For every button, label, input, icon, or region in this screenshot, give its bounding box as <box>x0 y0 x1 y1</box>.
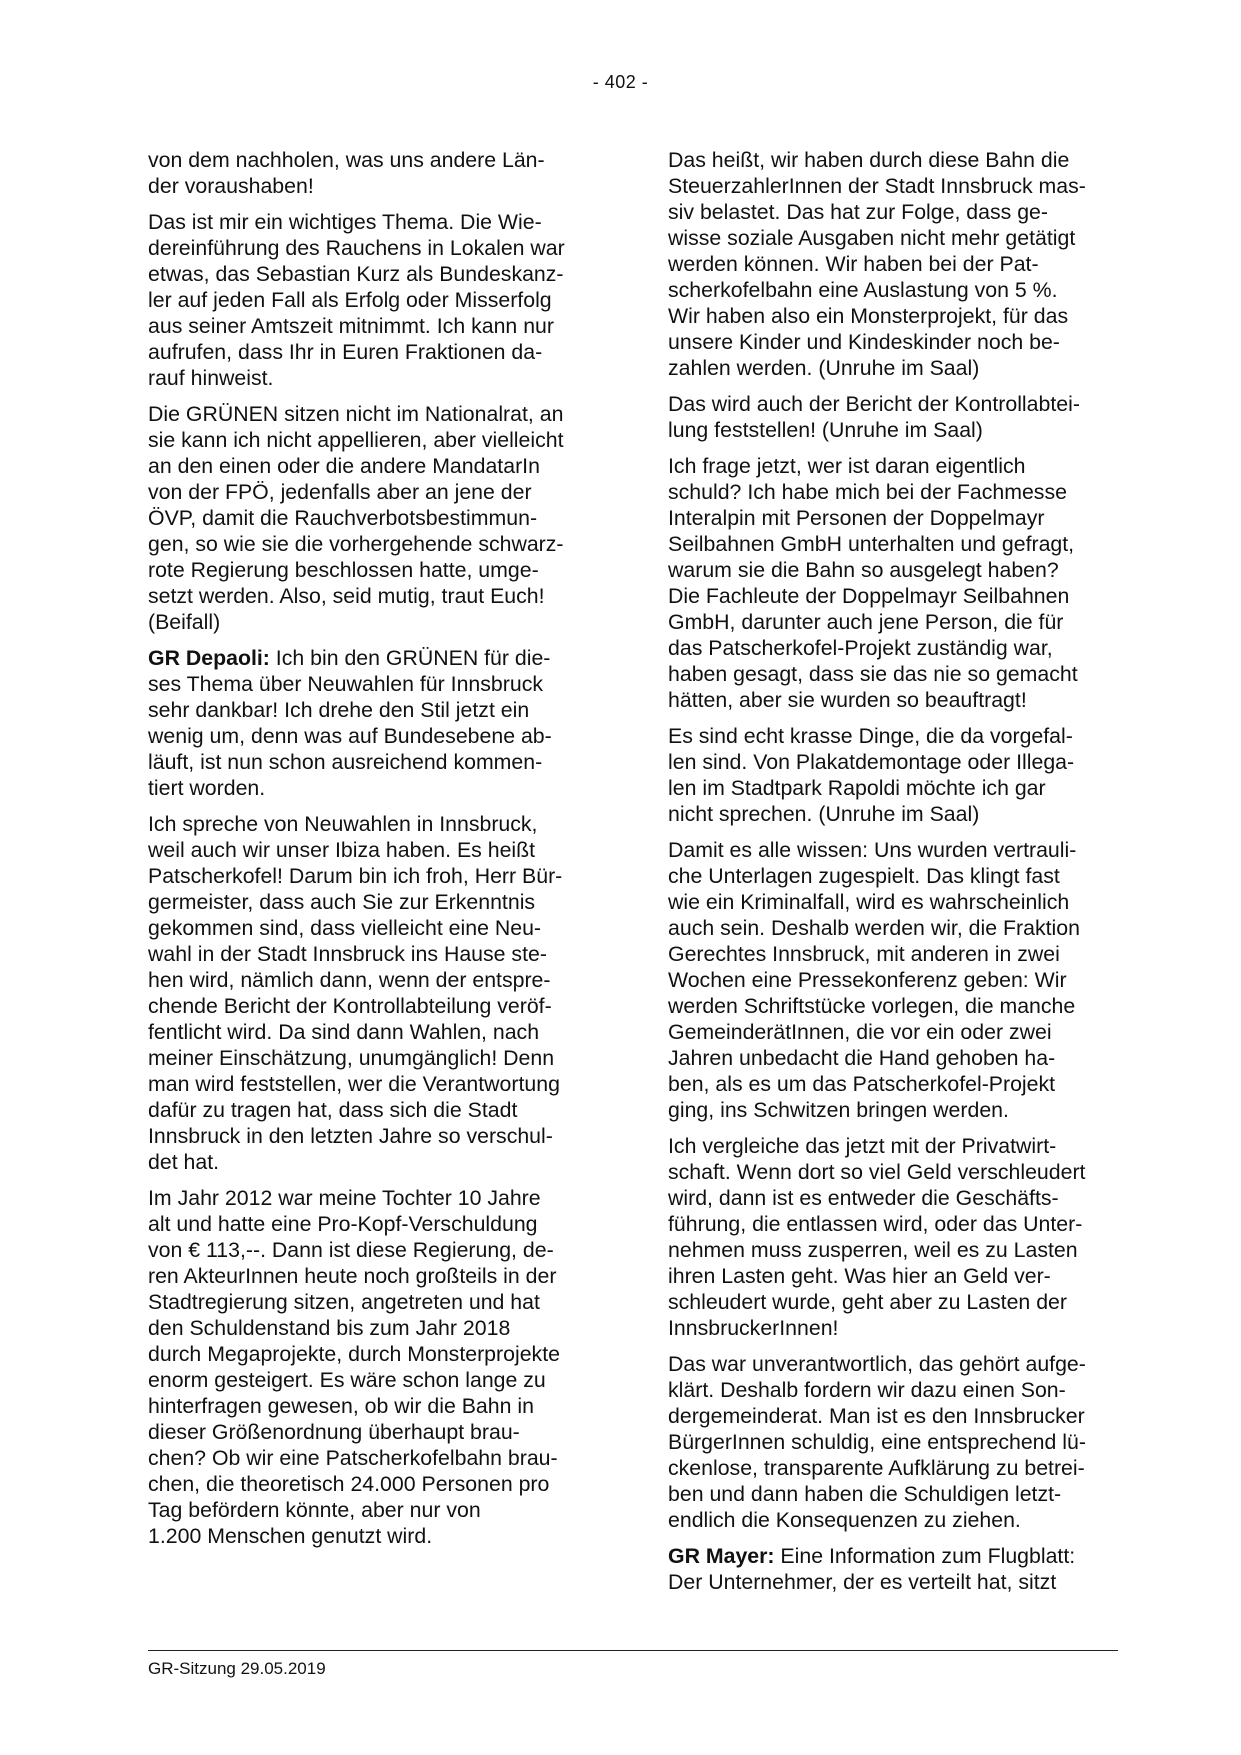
footer-divider <box>148 1650 1118 1651</box>
right-column <box>668 147 1116 1605</box>
paragraph: Das heißt, wir haben durch diese Bahn die SteuerzahlerInnen der Stadt Innsbruck mas- siv belastet. Das hat zur Folge, dass ge- wisse soziale Ausgaben nicht mehr getätigt werden können. Wir haben bei der Pat- scherkofelbahn eine Auslastung von 5 %. Wir haben also ein Monsterprojekt, für das unsere Kinder und Kindeskinder noch be- zahlen werden. (Unruhe im Saal) <box>668 148 1086 380</box>
paragraph-text: Ich bin den GRÜNEN für die- ses Thema über Neuwahlen für Innsbruck sehr dankbar! Ich drehe den Stil jetzt ein wenig um, denn was auf Bundesebene ab- läuft, ist nun schon ausreichend kommen- tiert worden. <box>148 646 552 800</box>
paragraph <box>148 645 596 801</box>
paragraph: Im Jahr 2012 war meine Tochter 10 Jahre alt und hatte eine Pro-Kopf-Verschuldung von € 113,--. Dann ist diese Regierung, de- ren AkteurInnen heute noch großteils in der Stadtregierung sitzen, angetreten und hat den Schuldenstand bis zum Jahr 2018 durch Megaprojekte, durch Monsterprojekte enorm gesteigert. Es wäre schon lange zu hinterfragen gewesen, ob wir die Bahn in dieser Größenordnung überhaupt brau- chen? Ob wir eine Patscherkofelbahn brau- chen, die theoretisch 24.000 Personen pro Tag befördern könnte, aber nur von 1.200 Menschen genutzt wird. <box>148 1186 560 1548</box>
left-column <box>148 147 596 1559</box>
paragraph: Die GRÜNEN sitzen nicht im Nationalrat, an sie kann ich nicht appellieren, aber vielleicht an den einen oder die andere MandatarIn von der FPÖ, jedenfalls aber an jene der ÖVP, damit die Rauchverbotsbestimmun- gen, so wie sie die vorhergehende schwarz- rote Regierung beschlossen hatte, umge- setzt werden. Also, seid mutig, traut Euch! (Beifall) <box>148 402 564 634</box>
paragraph: Ich frage jetzt, wer ist daran eigentlich schuld? Ich habe mich bei der Fachmesse Interalpin mit Personen der Doppelmayr Seilbahnen GmbH unterhalten und gefragt, warum sie die Bahn so ausgelegt haben? Die Fachleute der Doppelmayr Seilbahnen GmbH, darunter auch jene Person, die für das Patscherkofel-Projekt zuständig war, haben gesagt, dass sie das nie so gemacht hätten, aber sie wurden so beauftragt! <box>668 454 1078 712</box>
paragraph: Ich vergleiche das jetzt mit der Privatwirt- schaft. Wenn dort so viel Geld verschleudert wird, dann ist es entweder die Geschäfts- führung, die entlassen wird, oder das Unter- nehmen muss zusperren, weil es zu Lasten ihren Lasten geht. Was hier an Geld ver- schleudert wurde, geht aber zu Lasten der InnsbruckerInnen! <box>668 1134 1086 1340</box>
paragraph: Ich spreche von Neuwahlen in Innsbruck, weil auch wir unser Ibiza haben. Es heißt Patscherkofel! Darum bin ich froh, Herr Bür- germeister, dass auch Sie zur Erkenntnis gekommen sind, dass vielleicht eine Neu- wahl in der Stadt Innsbruck ins Hause ste- hen wird, nämlich dann, wenn der entspre- chende Bericht der Kontrollabteilung veröf- fentlicht wird. Da sind dann Wahlen, nach meiner Einschätzung, unumgänglich! Denn man wird feststellen, wer die Verantwortung dafür zu tragen hat, dass sich die Stadt Innsbruck in den letzten Jahre so verschul- det hat. <box>148 812 563 1174</box>
paragraph: Es sind echt krasse Dinge, die da vorgefal- len sind. Von Plakatdemontage oder Illega- len im Stadtpark Rapoldi möchte ich gar nicht sprechen. (Unruhe im Saal) <box>668 724 1075 826</box>
footer-session-date: GR-Sitzung 29.05.2019 <box>148 1659 326 1678</box>
paragraph: von dem nachholen, was uns andere Län- der voraushaben! <box>148 148 545 198</box>
speaker-name: GR Mayer: <box>668 1544 775 1568</box>
paragraph: Das ist mir ein wichtiges Thema. Die Wie- dereinführung des Rauchens in Lokalen war etwas, das Sebastian Kurz als Bundeskanz- ler auf jeden Fall als Erfolg oder Misserfolg aus seiner Amtszeit mitnimmt. Ich kann nur aufrufen, dass Ihr in Euren Fraktionen da- rauf hinweist. <box>148 210 565 390</box>
paragraph: Damit es alle wissen: Uns wurden vertrauli- che Unterlagen zugespielt. Das klingt fast wie ein Kriminalfall, wird es wahrscheinlich auch sein. Deshalb werden wir, die Fraktion Gerechtes Innsbruck, mit anderen in zwei Wochen eine Pressekonferenz geben: Wir werden Schriftstücke vorlegen, die manche GemeinderätInnen, die vor ein oder zwei Jahren unbedacht die Hand gehoben ha- ben, als es um das Patscherkofel-Projekt ging, ins Schwitzen bringen werden. <box>668 838 1080 1122</box>
paragraph-text: Eine Information zum Flugblatt: Der Unternehmer, der es verteilt hat, sitzt <box>668 1544 1076 1594</box>
paragraph: Das wird auch der Bericht der Kontrollabtei- lung feststellen! (Unruhe im Saal) <box>668 392 1080 442</box>
paragraph: Das war unverantwortlich, das gehört aufge- klärt. Deshalb fordern wir dazu einen Son- dergemeinderat. Man ist es den Innsbrucker BürgerInnen schuldig, eine entsprechend lü- ckenlose, transparente Aufklärung zu betrei- ben und dann haben die Schuldigen letzt- endlich die Konsequenzen zu ziehen. <box>668 1352 1086 1532</box>
speaker-name: GR Depaoli: <box>148 646 270 670</box>
paragraph <box>668 1543 1116 1595</box>
page-number: - 402 - <box>592 72 649 92</box>
